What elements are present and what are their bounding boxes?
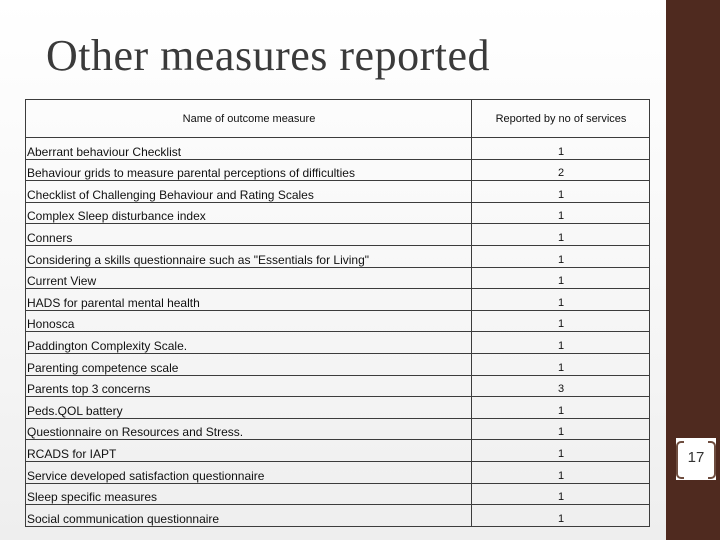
table-row [26,224,650,246]
table-row [26,505,650,527]
measure-name-cell: Questionnaire on Resources and Stress. [26,418,472,440]
table-row [26,397,650,419]
measure-name-cell: Aberrant behaviour Checklist [26,138,472,160]
table-row [26,289,650,311]
service-count-cell: 1 [472,505,650,527]
service-count-cell: 1 [472,483,650,505]
table-row [26,245,650,267]
service-count-cell: 1 [472,418,650,440]
service-count-cell: 1 [472,310,650,332]
service-count-cell: 1 [472,461,650,483]
service-count-cell: 2 [472,159,650,181]
measure-name-cell: Complex Sleep disturbance index [26,202,472,224]
service-count-cell: 1 [472,138,650,160]
table-row [26,353,650,375]
table-row [26,181,650,203]
table-row [26,375,650,397]
table-row [26,418,650,440]
page-number: 17 [687,449,705,466]
measure-name-cell: Behaviour grids to measure parental perceptions of difficulties [26,159,472,181]
service-count-cell: 1 [472,224,650,246]
page-number-badge [676,438,716,480]
measure-name-cell: HADS for parental mental health [26,289,472,311]
measure-name-cell: Parents top 3 concerns [26,375,472,397]
measure-name-cell: Sleep specific measures [26,483,472,505]
service-count-cell: 1 [472,181,650,203]
right-bracket-icon [708,441,716,479]
measure-name-cell: RCADS for IAPT [26,440,472,462]
measure-name-cell: Parenting competence scale [26,353,472,375]
header-measure-name: Name of outcome measure [26,100,472,138]
table-row [26,483,650,505]
service-count-cell: 1 [472,440,650,462]
measure-name-cell: Service developed satisfaction questionnaire [26,461,472,483]
service-count-cell: 3 [472,375,650,397]
measure-name-cell: Honosca [26,310,472,332]
table-row [26,461,650,483]
service-count-cell: 1 [472,289,650,311]
measure-name-cell: Peds.QOL battery [26,397,472,419]
table-row [26,310,650,332]
service-count-cell: 1 [472,397,650,419]
service-count-cell: 1 [472,245,650,267]
table-header-row [26,100,650,138]
table-row [26,159,650,181]
measure-name-cell: Current View [26,267,472,289]
table-row [26,440,650,462]
header-service-count: Reported by no of services [472,100,650,138]
service-count-cell: 1 [472,332,650,354]
measure-name-cell: Considering a skills questionnaire such as "Essentials for Living" [26,245,472,267]
measure-name-cell: Social communication questionnaire [26,505,472,527]
measure-name-cell: Conners [26,224,472,246]
outcome-measures-table [25,99,650,527]
slide-title: Other measures reported [46,31,490,80]
table-row [26,202,650,224]
service-count-cell: 1 [472,353,650,375]
table-row [26,332,650,354]
measure-name-cell: Checklist of Challenging Behaviour and Rating Scales [26,181,472,203]
table-row [26,138,650,160]
service-count-cell: 1 [472,202,650,224]
service-count-cell: 1 [472,267,650,289]
table-row [26,267,650,289]
measure-name-cell: Paddington Complexity Scale. [26,332,472,354]
